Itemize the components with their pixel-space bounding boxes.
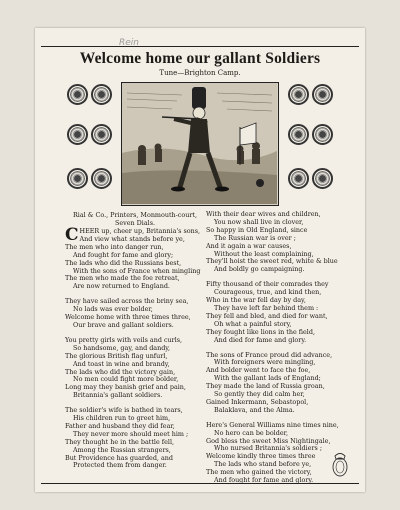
verse-stanza: [65, 407, 215, 470]
medallion-ornament-icon: [312, 124, 333, 145]
soldier-woodcut-illustration: [121, 82, 279, 206]
verse-line: Fifty thousand of their comrades they: [206, 280, 329, 289]
medallion-ornament-icon: [91, 84, 112, 105]
verse-line: His children run to greet him,: [73, 414, 171, 423]
printer-imprint: [65, 211, 205, 227]
verse-line: Gained Inkermann, Sebastopol,: [206, 397, 309, 406]
verse-line: And fought for fame and glory;: [73, 250, 174, 259]
verse-line: But Providence has guarded, and: [65, 453, 174, 462]
printer-line: Rial & Co., Printers, Monmouth-court,: [72, 211, 197, 219]
verse-line: With the sons of France when mingling: [73, 266, 201, 275]
verse-stanza: [206, 281, 356, 344]
pencil-annotation: Rein: [119, 38, 139, 48]
verse-line: And bolder went to face the foe,: [206, 366, 311, 375]
bottom-rule: [41, 483, 359, 484]
verse-line: The lads who did the Russians best,: [65, 258, 182, 267]
verse-line: Long may they banish grief and pain,: [65, 383, 186, 392]
verse-line: Welcome kindly three times three: [206, 452, 316, 461]
printer-line: Seven Dials.: [114, 219, 156, 227]
verse-stanza: [65, 298, 215, 330]
verse-line: The sons of France proud did advance,: [206, 350, 333, 359]
medallion-ornament-icon: [288, 84, 309, 105]
verse-line: You now shall live in clover,: [214, 217, 304, 226]
medallion-ornament-icon: [91, 124, 112, 145]
verse-line: Among the Russian strangers,: [73, 445, 171, 454]
verse-line: The men who made the foe retreat,: [65, 274, 180, 283]
verse-line: Are now returned to England.: [73, 282, 170, 291]
verse-line: The lads who stand before ye,: [214, 460, 312, 469]
verse-line: And toast in wine and brandy,: [73, 359, 170, 368]
verse-line: And boldly go campaigning.: [214, 265, 305, 274]
verse-line: They'll hoist the sweet red, white & blue: [206, 257, 338, 266]
verse-line: And view what stands before ye,: [79, 234, 185, 243]
verse-line: No lads was ever bolder,: [73, 305, 153, 314]
medallion-ornament-icon: [67, 84, 88, 105]
verse-line: And died for fame and glory.: [214, 335, 307, 344]
verse-line: The lads who did the victory gain,: [65, 367, 176, 376]
verse-line: They fought like lions in the field,: [206, 327, 315, 336]
verse-line: Balaklava, and the Alma.: [214, 405, 295, 414]
verse-line-text: HEER up, cheer up, Britannia's sons,: [79, 227, 201, 235]
verse-line: The men who into danger run,: [65, 242, 164, 251]
verse-line: They fell and bled, and died for want,: [206, 311, 328, 320]
verse-line: So handsome, gay, and dandy,: [73, 343, 171, 352]
verse-line: The men who gained the victory,: [206, 468, 312, 477]
medallion-ornament-icon: [312, 84, 333, 105]
verse-line: Father and husband they did fear,: [65, 421, 175, 430]
verse-line: The Russian war is over ;: [214, 233, 296, 242]
medallion-ornament-icon: [312, 168, 333, 189]
verse-stanza: [65, 337, 215, 400]
verse-line: Protected them from danger.: [73, 461, 167, 470]
medallion-ornament-icon: [288, 168, 309, 189]
verse-line: The glorious British flag unfurl,: [65, 351, 168, 360]
medallion-ornament-icon: [91, 168, 112, 189]
verse-line: With foreigners were mingling,: [214, 358, 316, 367]
verse-line: You pretty girls with veils and curls,: [65, 335, 183, 344]
verse-line: Courageous, true, and kind then,: [214, 288, 322, 297]
verse-line: And it again a war causes,: [206, 241, 292, 250]
verse-column-left: [65, 225, 215, 477]
tune-line: Tune—Brighton Camp.: [159, 69, 241, 77]
medallion-ornament-icon: [67, 124, 88, 145]
verse-line: Who in the war fell day by day,: [206, 296, 306, 305]
verse-line: The soldier's wife is bathed in tears,: [65, 406, 183, 415]
verse-stanza: [206, 352, 356, 415]
soldier-fife-icon: [122, 83, 277, 204]
verse-line: Here's General Williams nine times nine,: [206, 420, 339, 429]
verse-line: Our brave and gallant soldiers.: [73, 320, 174, 329]
verse-line: No hero can be bolder,: [214, 428, 288, 437]
medallion-ornament-icon: [67, 168, 88, 189]
verse-line: With the gallant lads of England;: [214, 374, 321, 383]
verse-line: They made the land of Russia groan,: [206, 382, 325, 391]
verse-line: Who nursed Britannia's soldiers ;: [214, 444, 322, 453]
library-stamp-icon: [331, 450, 349, 478]
verse-line: With their dear wives and children,: [206, 210, 321, 218]
verse-line: They have left far behind them :: [214, 303, 319, 312]
verse-line: So happy in Old England, since: [206, 225, 308, 234]
verse-line: They never more should meet him ;: [73, 429, 189, 438]
verse-stanza: [206, 211, 356, 274]
verse-stanza: [65, 225, 215, 291]
verse-line: God bless the sweet Miss Nightingale,: [206, 436, 331, 445]
verse-line: They have sailed across the briny sea,: [65, 297, 189, 306]
verse-line: Welcome home with three times three,: [65, 313, 191, 322]
verse-line: Without the least complaining,: [214, 249, 314, 258]
verse-line: Oh what a painful story,: [214, 319, 292, 328]
top-rule: [41, 46, 359, 47]
verse-line: So gently they did calm her,: [214, 390, 305, 399]
drop-cap-letter: C: [65, 225, 79, 245]
verse-line: No men could fight more bolder,: [73, 375, 179, 384]
broadside-sheet: [35, 28, 365, 492]
medallion-ornament-icon: [288, 124, 309, 145]
verse-line: And fought for fame and glory.: [214, 476, 314, 485]
verse-line: They thought he in the battle fell,: [65, 437, 175, 446]
verse-line: Britannia's gallant soldiers.: [73, 391, 163, 400]
ballad-title: Welcome home our gallant Soldiers: [79, 50, 321, 67]
